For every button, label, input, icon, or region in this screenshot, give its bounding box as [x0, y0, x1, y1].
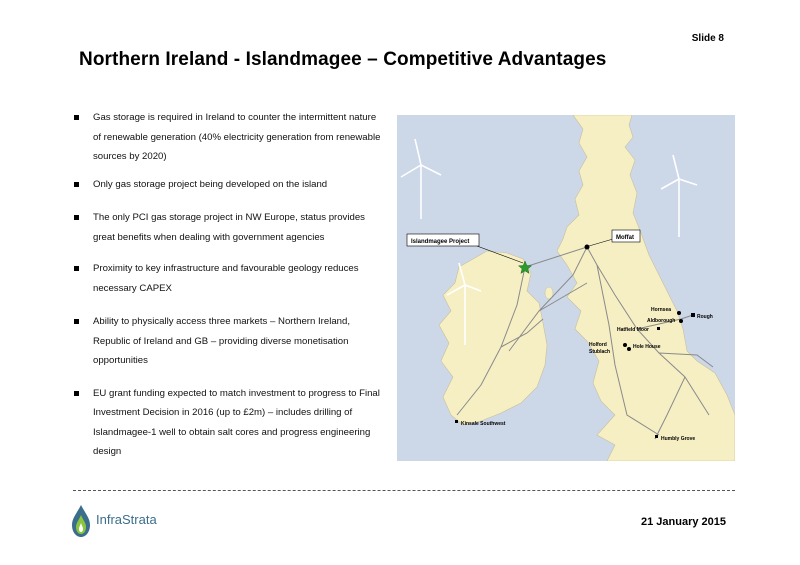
rough-marker — [691, 313, 695, 317]
logo-text: InfraStrata — [96, 512, 157, 527]
droplet-icon — [68, 503, 94, 539]
hatfield-moor-label: Hatfield Moor — [617, 327, 649, 333]
bullet-text: Proximity to key infrastructure and favourable geology reduces necessary CAPEX — [93, 263, 359, 294]
bullet-text: Only gas storage project being developed on the island — [93, 178, 328, 190]
moffat-label: Moffat — [616, 235, 634, 241]
hatfield-moor-marker — [657, 327, 660, 330]
bullet-item — [73, 259, 383, 298]
stublach-marker — [627, 347, 631, 351]
bullet-marker — [74, 391, 79, 396]
moffat-marker — [585, 245, 590, 250]
bullet-marker — [74, 182, 79, 187]
humbly-grove-label: Humbly Grove — [661, 436, 696, 442]
kinsale-marker — [455, 420, 458, 423]
holford-marker — [623, 343, 627, 347]
hornsea-marker — [677, 311, 681, 315]
stublach-label: Stublach — [589, 349, 611, 355]
hornsea-label: Hornsea — [651, 307, 672, 313]
slide-title: Northern Ireland - Islandmagee – Competitive Advantages — [79, 49, 607, 70]
bullet-list — [73, 108, 383, 462]
map-svg — [397, 115, 735, 461]
bullet-item — [73, 175, 383, 195]
bullet-item — [73, 384, 383, 462]
infrastructure-map — [397, 115, 735, 461]
bullet-item — [73, 208, 383, 247]
infrastrata-logo — [68, 503, 188, 541]
bullet-text: Gas storage is required in Ireland to counter the intermittent nature of renewable generation (40% electricity generation from renewable sources by 2020) — [93, 112, 381, 162]
bullet-text: EU grant funding expected to match investment to progress to Final Investment Decision in 2016 (up to £2m) – includes drilling of Islandmagee-1 well to obtain salt cores and progress engineering design — [93, 387, 380, 457]
bullet-text: Ability to physically access three markets – Northern Ireland, Republic of Ireland and GB – providing diverse monetisation opportunities — [93, 316, 351, 366]
bullet-item — [73, 312, 383, 371]
slide-number: Slide 8 — [691, 33, 724, 44]
aldborough-marker — [679, 319, 683, 323]
islandmagee-label: Islandmagee Project — [411, 239, 470, 245]
bullet-marker — [74, 215, 79, 220]
rough-label: Rough — [697, 314, 713, 320]
aldborough-label: Aldborough — [647, 318, 676, 324]
bullet-marker — [74, 266, 79, 271]
bullet-item — [73, 108, 383, 167]
footer-divider — [73, 490, 735, 491]
bullet-text: The only PCI gas storage project in NW Europe, status provides great benefits when dealing with government agencies — [93, 212, 365, 243]
presentation-date: 21 January 2015 — [640, 516, 726, 528]
bullet-marker — [74, 115, 79, 120]
hole-house-label: Hole House — [633, 344, 661, 350]
humbly-grove-marker — [655, 435, 658, 438]
holford-label: Holford — [589, 342, 607, 348]
kinsale-label: Kinsale Southwest — [461, 421, 506, 427]
bullet-marker — [74, 319, 79, 324]
